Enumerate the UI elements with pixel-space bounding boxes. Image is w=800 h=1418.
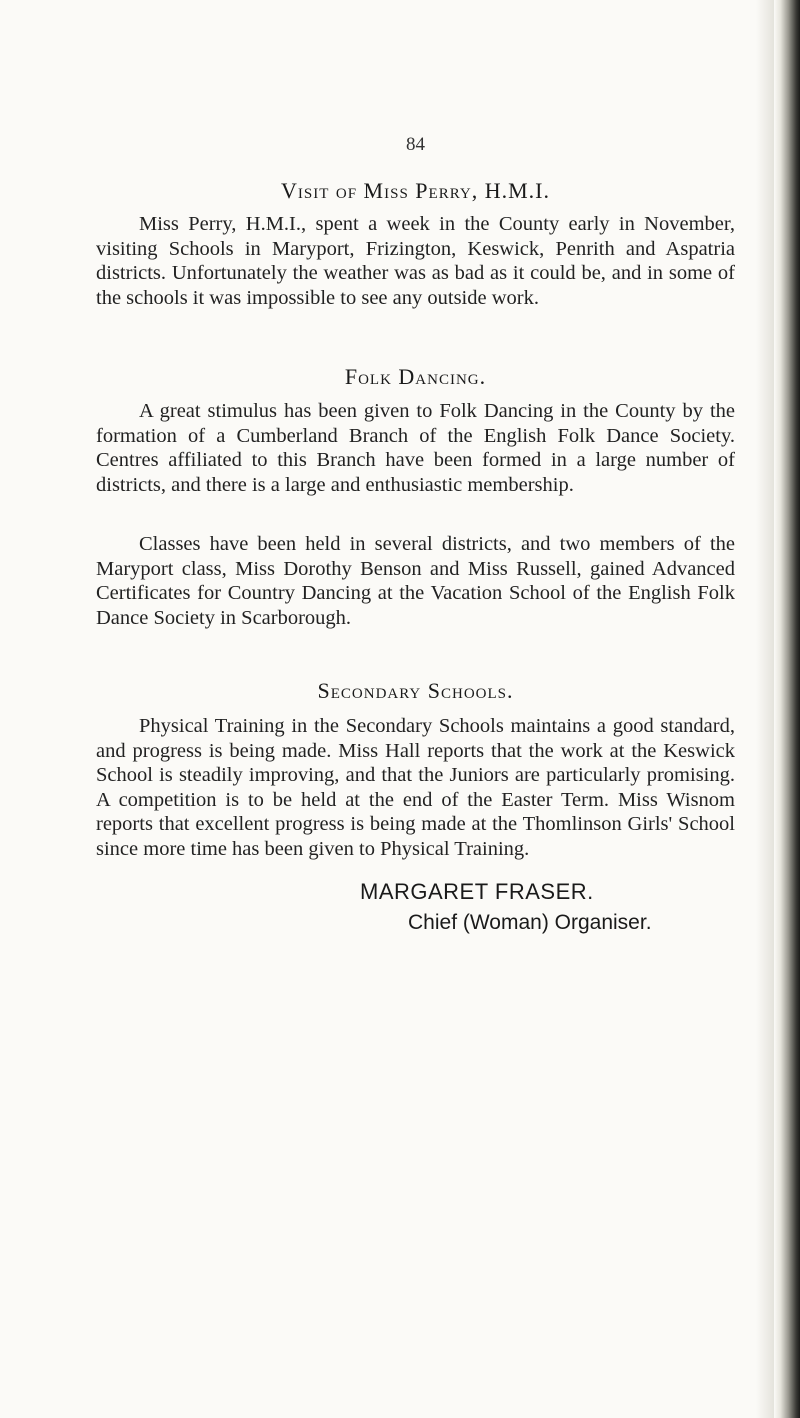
signature-name: MARGARET FRASER. (360, 879, 594, 904)
paragraph-folk-dancing-1: A great stimulus has been given to Folk Dancing in the County by the formation of a Cumberland Branch of the English Folk Dance Society. Centres affiliated to this Branch have been formed in a large number of districts, and there is a large and enthusiastic membership. (96, 400, 735, 496)
paragraph-visit: Miss Perry, H.M.I., spent a week in the County early in November, visiting Schools in Maryport, Frizington, Keswick, Penrith and Aspatria districts. Unfortunately the weather was as bad as it could be, and in some of the schools it was impossible to see any outside work. (96, 213, 735, 309)
signature-title: Chief (Woman) Organiser. (408, 911, 652, 934)
paragraph-folk-dancing-2: Classes have been held in several districts, and two members of the Maryport class, Miss Dorothy Benson and Miss Russell, gained Advanced Certificates for Country Dancing at the Vacation School of the English Folk Dance Society in Scarborough. (96, 533, 735, 629)
heading-secondary-schools: Secondary Schools. (317, 678, 514, 703)
heading-folk-dancing: Folk Dancing. (344, 364, 487, 389)
heading-visit-of-miss-perry: Visit of Miss Perry, H.M.I. (281, 178, 550, 203)
scanned-page-edge (774, 0, 800, 1418)
page-edge-shadow (756, 0, 774, 1418)
page-number: 84 (406, 134, 425, 155)
paragraph-secondary-schools: Physical Training in the Secondary Schools maintains a good standard, and progress is being made. Miss Hall reports that the work at the Keswick School is steadily improving, and that the Juniors are particularly promising. A competition is to be held at the end of the Easter Term. Miss Wisnom reports that excellent progress is being made at the Thomlinson Girls' School since more time has been given to Physical Training. (96, 715, 735, 860)
